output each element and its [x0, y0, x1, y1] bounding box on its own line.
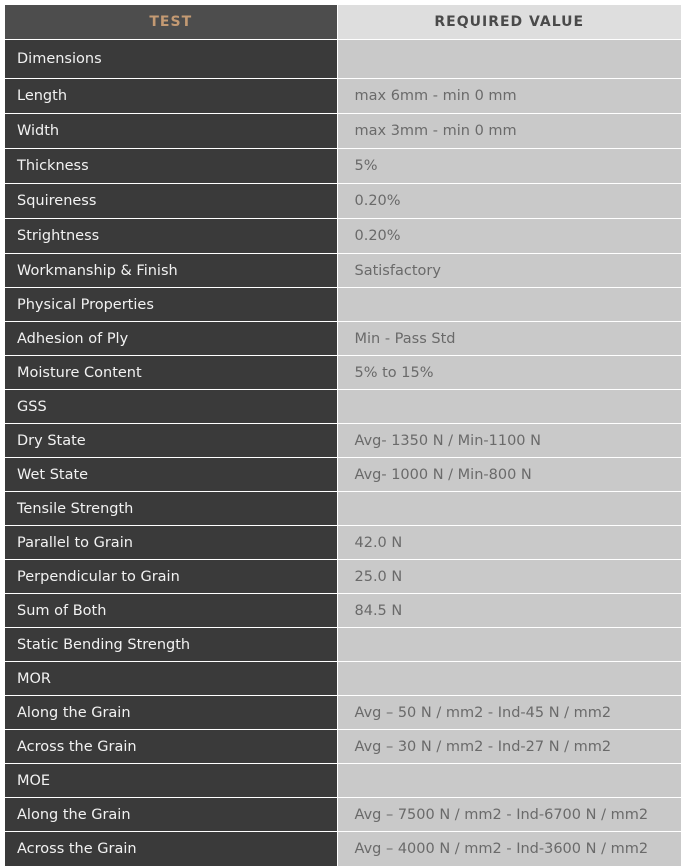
test-cell: Adhesion of Ply	[5, 322, 337, 356]
required-value-cell: Avg- 1000 N / Min-800 N	[337, 458, 681, 492]
table-row	[5, 184, 681, 219]
table-row	[5, 114, 681, 149]
test-cell: Perpendicular to Grain	[5, 560, 337, 594]
test-cell: Squireness	[5, 184, 337, 219]
table-row	[5, 322, 681, 356]
required-value-cell: Avg- 1350 N / Min-1100 N	[337, 424, 681, 458]
test-cell: MOE	[5, 764, 337, 798]
test-cell: Tensile Strength	[5, 492, 337, 526]
required-value-cell: Avg – 4000 N / mm2 - Ind-3600 N / mm2	[337, 832, 681, 866]
table-row	[5, 390, 681, 424]
test-cell: Workmanship & Finish	[5, 254, 337, 288]
test-specification-table	[5, 5, 681, 866]
table-row	[5, 730, 681, 764]
required-value-cell: 84.5 N	[337, 594, 681, 628]
test-cell: Physical Properties	[5, 288, 337, 322]
table-row	[5, 424, 681, 458]
required-value-cell: 0.20%	[337, 219, 681, 254]
test-cell: GSS	[5, 390, 337, 424]
spec-table-container	[5, 5, 681, 866]
test-cell: Across the Grain	[5, 730, 337, 764]
required-value-cell: Satisfactory	[337, 254, 681, 288]
table-header-row	[5, 5, 681, 40]
table-row	[5, 560, 681, 594]
table-row	[5, 696, 681, 730]
test-cell: Dry State	[5, 424, 337, 458]
required-value-cell	[337, 662, 681, 696]
table-row	[5, 594, 681, 628]
required-value-cell: Avg – 30 N / mm2 - Ind-27 N / mm2	[337, 730, 681, 764]
header-test: TEST	[5, 5, 337, 40]
required-value-cell: 5% to 15%	[337, 356, 681, 390]
required-value-cell: 0.20%	[337, 184, 681, 219]
required-value-cell: Avg – 7500 N / mm2 - Ind-6700 N / mm2	[337, 798, 681, 832]
test-cell: Sum of Both	[5, 594, 337, 628]
test-cell: Strightness	[5, 219, 337, 254]
table-row	[5, 149, 681, 184]
table-row	[5, 492, 681, 526]
test-cell: Wet State	[5, 458, 337, 492]
test-cell: Across the Grain	[5, 832, 337, 866]
required-value-cell	[337, 764, 681, 798]
table-row	[5, 764, 681, 798]
test-cell: Dimensions	[5, 40, 337, 79]
required-value-cell: max 3mm - min 0 mm	[337, 114, 681, 149]
required-value-cell	[337, 40, 681, 79]
required-value-cell	[337, 288, 681, 322]
table-row	[5, 288, 681, 322]
required-value-cell: Min - Pass Std	[337, 322, 681, 356]
required-value-cell: Avg – 50 N / mm2 - Ind-45 N / mm2	[337, 696, 681, 730]
required-value-cell	[337, 628, 681, 662]
test-cell: Parallel to Grain	[5, 526, 337, 560]
test-cell: Static Bending Strength	[5, 628, 337, 662]
required-value-cell	[337, 390, 681, 424]
table-row	[5, 458, 681, 492]
table-row	[5, 79, 681, 114]
test-cell: Length	[5, 79, 337, 114]
table-row	[5, 40, 681, 79]
test-cell: Moisture Content	[5, 356, 337, 390]
required-value-cell: 42.0 N	[337, 526, 681, 560]
test-cell: Along the Grain	[5, 798, 337, 832]
header-required-value: REQUIRED VALUE	[337, 5, 681, 40]
required-value-cell: 25.0 N	[337, 560, 681, 594]
table-row	[5, 662, 681, 696]
required-value-cell: 5%	[337, 149, 681, 184]
table-row	[5, 832, 681, 866]
test-cell: Thickness	[5, 149, 337, 184]
table-row	[5, 628, 681, 662]
required-value-cell: max 6mm - min 0 mm	[337, 79, 681, 114]
table-row	[5, 219, 681, 254]
table-row	[5, 254, 681, 288]
table-row	[5, 356, 681, 390]
table-row	[5, 526, 681, 560]
table-row	[5, 798, 681, 832]
required-value-cell	[337, 492, 681, 526]
test-cell: Along the Grain	[5, 696, 337, 730]
test-cell: MOR	[5, 662, 337, 696]
test-cell: Width	[5, 114, 337, 149]
